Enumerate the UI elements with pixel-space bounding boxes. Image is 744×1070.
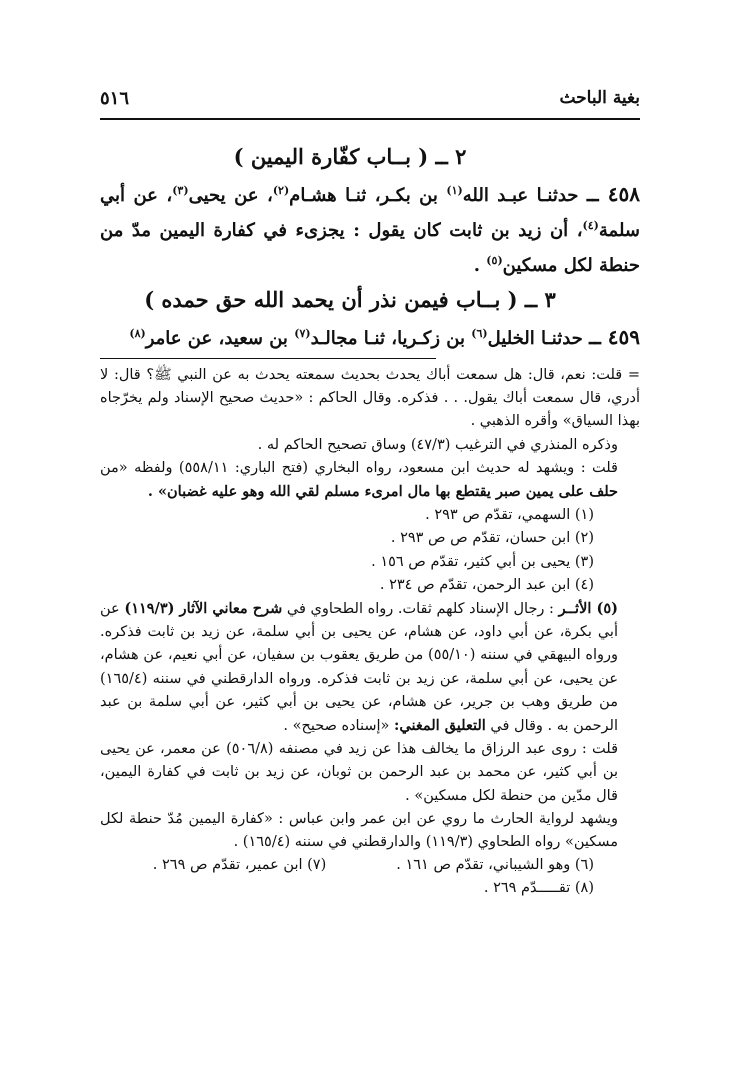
chapter-heading-2: ٢ ــ ( بــاب كفّارة اليمين )	[233, 144, 467, 169]
hadith-text: ، أن زيد بن ثابت كان يقول : يجزىء في كفارة اليمين مدّ من حنطة لكل مسكين	[100, 220, 640, 276]
hadith-458	[100, 176, 640, 281]
hadith-459	[100, 319, 640, 354]
running-title: بغية الباحث	[559, 88, 640, 108]
note-text: رواه الطحاوي (١١٩/٣) والدارقطني في سننه (١٦٥/٤) .	[233, 834, 561, 851]
hadith-text: بن بكـر، ثنـا هشـام	[289, 185, 447, 206]
footnote-8: (٨) تقـــــدّم ٢٦٩ .	[483, 880, 594, 897]
hadith-text: بن سعيد، عن عامر	[145, 328, 295, 349]
footnote-2: (٢) ابن حسان، تقدّم ص ص ٢٩٣ .	[390, 530, 594, 547]
footnote-ref: (٧)	[294, 327, 311, 340]
footnote-ref: (١)	[446, 184, 463, 197]
footnote-ref: (٤)	[582, 219, 599, 232]
note-text: عن أبي بكرة، عن أبي داود، عن هشام، عن يحيى بن أبي سلمة، عن زيد بن ثابت فذكره. ورواه البيهقي في سننه (٥٥/١٠) من طريق يعقوب بن سفيان، عن أبي نعيم، عن هشام، عن يحيى، عن أبي سلمة، عن زيد بن ثابت فذكره. ورواه الدارقطني في سننه (١٦٥/٤) من طريق وهب بن جرير، عن هشام، عن يحيى بن أبي كثير، عن أبي سلمة بن عبد الرحمن به . وقال في	[100, 601, 618, 735]
hadith-number: ٤٥٨ ــ	[586, 182, 640, 206]
note-text: ويشهد لرواية الحارث ما روي عن ابن عمر وابن عباس : «كفارة اليمين مُدّ حنطة لكل مسكين»	[100, 810, 618, 851]
note-mundhiri: وذكره المنذري في الترغيب (٤٧/٣) وساق تصحيح الحاكم له .	[257, 436, 618, 453]
chapter-heading-3: ٣ ــ ( بــاب فيمن نذر أن يحمد الله حق حمده )	[144, 287, 556, 312]
hadith-text: ، عن أبي سلمة	[100, 185, 640, 241]
footnote-ref: (٢)	[272, 184, 290, 197]
footnote-row-6-7	[100, 854, 640, 877]
hadith-text: .	[473, 255, 487, 276]
note-continuation: = قلت: نعم، قال: هل سمعت أباك يحدث بحديث سمعته يحدث به عن النبي ﷺ؟ قال: لا أدري، قال سمعت أباك يقول. . . فذكره. وقال الحاكم : «حديث صحيح الإسناد ولم يخرّجاه بهذا السياق» وأقره الذهبي .	[100, 367, 640, 430]
hadith-text: حدثنـا عبـد الله	[462, 185, 587, 206]
footnote-ref: (٨)	[129, 327, 146, 340]
note-quote: حلف على يمين صبر يقتطع بها مال امرىء مسلم لقي الله وهو عليه غضبان» .	[147, 483, 618, 501]
hadith-text: بن زكـريا، ثنـا مجالـد	[310, 328, 472, 349]
note-text: : رجال الإسناد كلهم ثقات. رواه الطحاوي في	[282, 601, 559, 618]
note-text: قلت : ويشهد له حديث ابن مسعود، رواه البخاري (فتح الباري: ٥٥٨/١١) ولفظه «من	[100, 459, 618, 476]
main-text	[100, 142, 640, 354]
footnote-label: (٥) الأثــر	[558, 600, 618, 618]
footnote-divider	[100, 358, 436, 359]
footnote-1: (١) السهمي، تقدّم ص ٢٩٣ .	[425, 507, 594, 524]
hadith-number: ٤٥٩ ــ	[589, 325, 640, 349]
note-witness	[100, 457, 640, 504]
page-header	[100, 86, 640, 120]
footnote-ref: (٥)	[486, 254, 503, 267]
footnote-3: (٣) يحيى بن أبي كثير، تقدّم ص ١٥٦ .	[371, 553, 594, 570]
footnote-7: (٧) ابن عمير، تقدّم ص ٢٦٩ .	[152, 857, 327, 874]
hadith-text: ، عن يحيى	[188, 185, 273, 206]
book-title: التعليق المغني:	[394, 717, 486, 735]
footnote-5	[100, 597, 640, 738]
note-harith	[100, 808, 640, 854]
page-number: ٥١٦	[100, 88, 130, 109]
note-abdrazzaq: قلت : روى عبد الرزاق ما يخالف هذا عن زيد في مصنفه (٥٠٦/٨) عن معمر، عن يحيى بن أبي كثير، عن محمد بن عبد الرحمن بن ثوبان، عن زيد بن ثابت في كفارة اليمين، قال مدّين من حنطة لكل مسكين» .	[100, 741, 619, 804]
book-title: شرح معاني الآثار (١١٩/٣)	[124, 600, 283, 618]
footnotes	[100, 364, 640, 901]
footnote-ref: (٣)	[172, 184, 189, 197]
footnote-ref: (٦)	[471, 327, 488, 340]
hadith-text: حدثنـا الخليل	[487, 328, 590, 349]
note-text: «إسناده صحيح» .	[283, 718, 395, 735]
footnote-6: (٦) وهو الشيباني، تقدّم ص ١٦١ .	[396, 857, 594, 874]
footnote-4: (٤) ابن عبد الرحمن، تقدّم ص ٢٣٤ .	[379, 576, 594, 593]
